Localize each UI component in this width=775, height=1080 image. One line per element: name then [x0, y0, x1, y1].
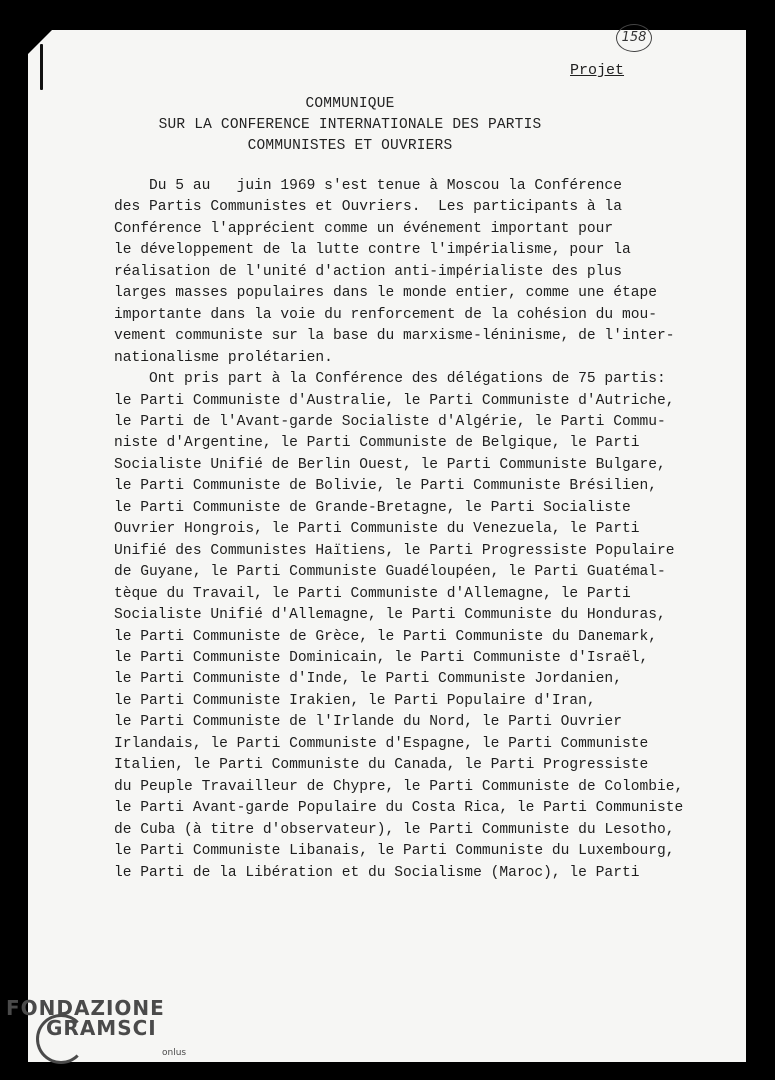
page-number-stamp: 158 [616, 24, 652, 52]
body-line: le Parti de l'Avant-garde Socialiste d'Algérie, le Parti Commu- [114, 413, 666, 430]
body-line: réalisation de l'unité d'action anti-impérialiste des plus [114, 263, 622, 280]
staple-mark [40, 44, 43, 90]
body-line: niste d'Argentine, le Parti Communiste de Belgique, le Parti [114, 435, 640, 452]
watermark-line: GRAMSCI [46, 1016, 157, 1040]
body-line: Ont pris part à la Conférence des délégations de 75 partis: [114, 371, 666, 388]
document-title [140, 94, 560, 157]
body-line: Socialiste Unifié d'Allemagne, le Parti Communiste du Honduras, [114, 607, 666, 624]
body-line: le Parti Communiste d'Inde, le Parti Communiste Jordanien, [114, 671, 622, 688]
body-line: Irlandais, le Parti Communiste d'Espagne, le Parti Communiste [114, 735, 649, 752]
body-line: le Parti Communiste Libanais, le Parti Communiste du Luxembourg, [114, 843, 675, 860]
body-line: le Parti Communiste d'Australie, le Parti Communiste d'Autriche, [114, 392, 675, 409]
body-line: larges masses populaires dans le monde entier, comme une étape [114, 285, 657, 302]
body-line: de Cuba (à titre d'observateur), le Parti Communiste du Lesotho, [114, 821, 675, 838]
body-line: nationalisme prolétarien. [114, 349, 333, 366]
body-line: tèque du Travail, le Parti Communiste d'Allemagne, le Parti [114, 585, 631, 602]
document-body [114, 176, 714, 884]
body-line: le Parti Communiste Irakien, le Parti Populaire d'Iran, [114, 692, 596, 709]
body-line: le Parti Communiste Dominicain, le Parti Communiste d'Israël, [114, 649, 649, 666]
body-line: le Parti de la Libération et du Socialisme (Maroc), le Parti [114, 864, 640, 881]
body-line: importante dans la voie du renforcement de la cohésion du mou- [114, 306, 657, 323]
title-line: COMMUNIQUE [305, 96, 395, 112]
body-line: de Guyane, le Parti Communiste Guadéloupéen, le Parti Guatémal- [114, 564, 666, 581]
body-line: le Parti Communiste de Bolivie, le Parti Communiste Brésilien, [114, 478, 657, 495]
fondazione-gramsci-watermark [6, 996, 196, 1066]
title-line: SUR LA CONFERENCE INTERNATIONALE DES PARTIS [158, 117, 542, 133]
body-line: vement communiste sur la base du marxisme-léninisme, de l'inter- [114, 328, 675, 345]
body-line: le Parti Communiste de Grande-Bretagne, le Parti Socialiste [114, 499, 631, 516]
watermark-line: FONDAZIONE [6, 996, 165, 1020]
body-line: le Parti Communiste de l'Irlande du Nord, le Parti Ouvrier [114, 714, 622, 731]
body-line: le Parti Avant-garde Populaire du Costa Rica, le Parti Communiste [114, 800, 684, 817]
body-line: le développement de la lutte contre l'impérialisme, pour la [114, 242, 631, 259]
body-line: Du 5 au juin 1969 s'est tenue à Moscou la Conférence [114, 178, 622, 194]
watermark-line: onlus [162, 1048, 187, 1058]
body-line: des Partis Communistes et Ouvriers. Les participants à la [114, 199, 622, 216]
body-line: le Parti Communiste de Grèce, le Parti Communiste du Danemark, [114, 628, 657, 645]
body-line: du Peuple Travailleur de Chypre, le Parti Communiste de Colombie, [114, 778, 684, 795]
body-line: Socialiste Unifié de Berlin Ouest, le Parti Communiste Bulgare, [114, 456, 666, 473]
title-line: COMMUNISTES ET OUVRIERS [247, 138, 453, 154]
body-line: Italien, le Parti Communiste du Canada, le Parti Progressiste [114, 757, 649, 774]
body-line: Conférence l'apprécient comme un événement important pour [114, 220, 614, 237]
draft-label: Projet [570, 62, 625, 79]
body-line: Unifié des Communistes Haïtiens, le Parti Progressiste Populaire [114, 542, 675, 559]
body-line: Ouvrier Hongrois, le Parti Communiste du Venezuela, le Parti [114, 521, 640, 538]
